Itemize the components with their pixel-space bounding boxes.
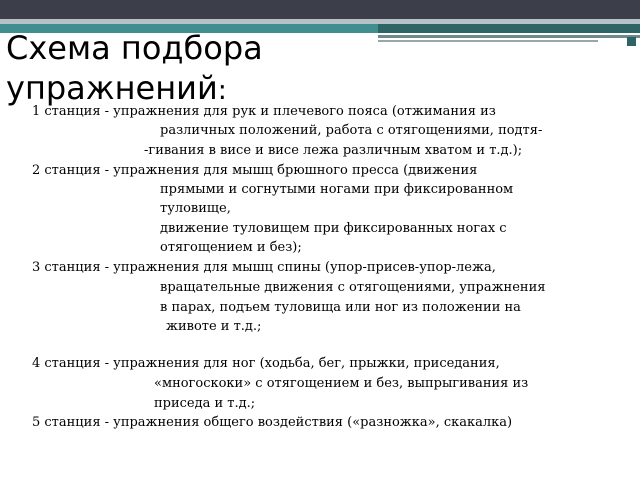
teal-band-right <box>378 24 640 33</box>
station-2-line: движение туловищем при фиксированных ногах с <box>160 221 507 236</box>
header-rule-2 <box>378 40 598 42</box>
station-1-line: -гивания в висе и висе лежа различным хватом и т.д.); <box>144 143 523 158</box>
station-4-heading: 4 станция - упражнения для ног (ходьба, бег, прыжки, приседания, <box>32 356 500 371</box>
slide-title-text: Схема подбора упражнений <box>6 29 263 107</box>
station-1-line: различных положений, работа с отягощениями, подтя- <box>160 123 543 138</box>
station-4-line: «многоскоки» с отягощением и без, выпрыгивания из <box>154 376 529 391</box>
station-3-line: животе и т.д.; <box>166 319 262 334</box>
station-3-line: в парах, подъем туловища или ног из положении на <box>160 300 521 315</box>
station-2-line: туловище, <box>160 201 231 216</box>
station-5-heading: 5 станция - упражнения общего воздействия («разножка», скакалка) <box>32 415 513 430</box>
top-decorative-bar <box>0 0 640 19</box>
station-2-line: прямыми и согнутыми ногами при фиксированном <box>160 182 514 197</box>
station-1-heading: 1 станция - упражнения для рук и плечевого пояса (отжимания из <box>32 104 496 119</box>
header-rule-1 <box>378 35 640 38</box>
station-2-line: отягощением и без); <box>160 240 302 255</box>
slide-title-colon: : <box>217 75 227 106</box>
corner-square-ornament <box>627 37 636 46</box>
slide-title <box>6 28 378 111</box>
station-3-heading: 3 станция - упражнения для мышц спины (упор-присев-упор-лежа, <box>32 260 496 275</box>
station-4-line: приседа и т.д.; <box>154 396 256 411</box>
station-3-line: вращательные движения с отягощениями, упражнения <box>160 280 546 295</box>
station-2-heading: 2 станция - упражнения для мышц брюшного пресса (движения <box>32 163 478 178</box>
